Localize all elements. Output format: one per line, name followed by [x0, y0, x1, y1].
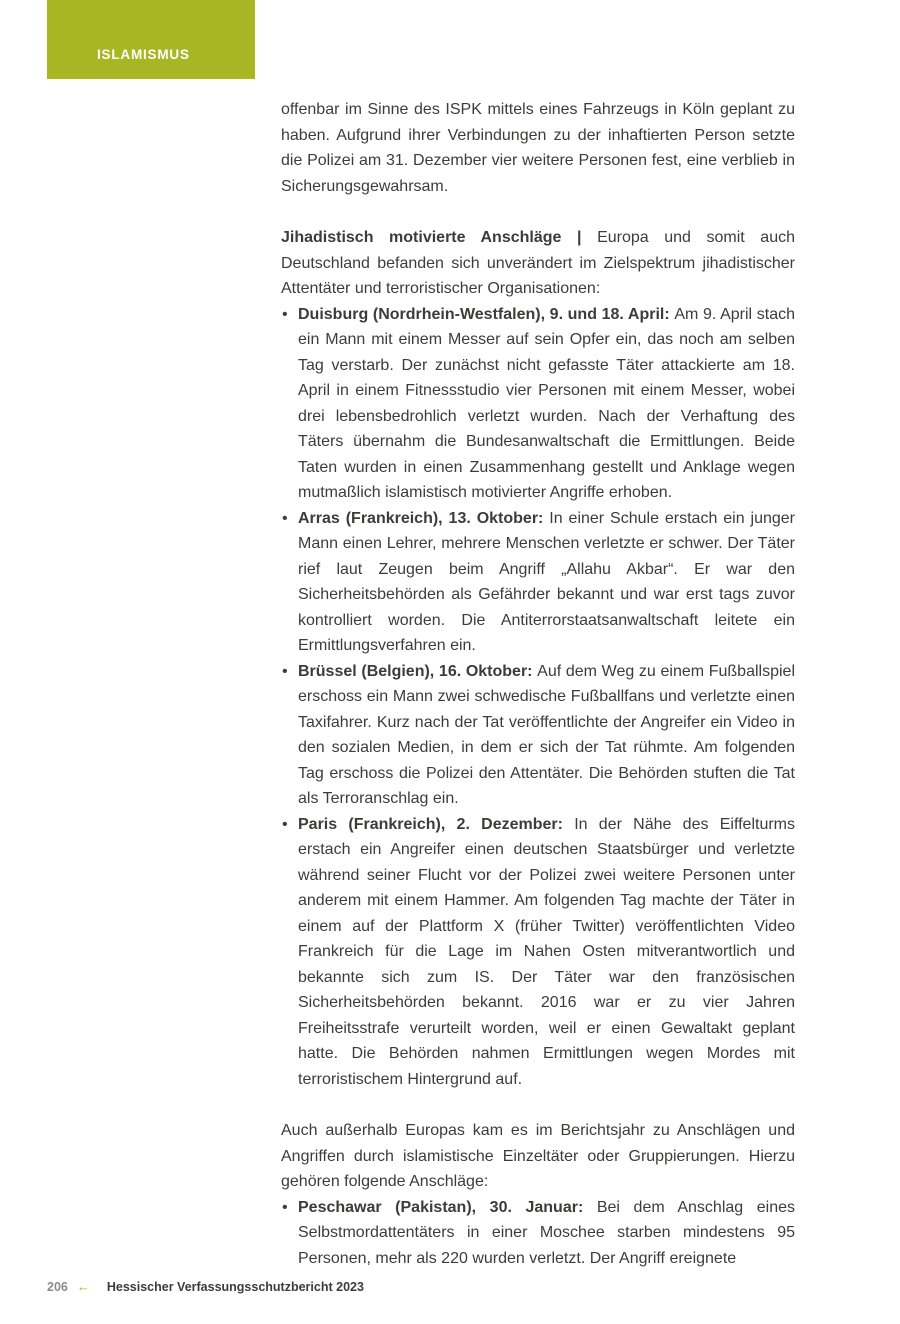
- bullet-item: • Duisburg (Nordrhein-Westfalen), 9. und 18. April: Am 9. April stach ein Mann mit einem Messer auf sein Opfer ein, das noch am selben Tag verstarb. Der zunächst nicht gefasste Täter attackierte am 18. April in einem Fitnessstudio vier Personen mit einem Messer, wobei drei lebensbedrohlich verletzt wurden. Nach der Verhaftung des Täters übernahm die Bundesanwaltschaft die Ermittlungen. Beide Taten wurden in einen Zusammenhang gestellt und Anklage wegen mutmaßlich islamistisch motivierter Angriffe erhoben.: [281, 302, 795, 506]
- report-title: Hessischer Verfassungsschutzbericht 2023: [106, 1280, 364, 1294]
- bullet-item-lead: Paris (Frankreich), 2. Dezember:: [298, 815, 575, 833]
- bullet-item-lead: Arras (Frankreich), 13. Oktober:: [298, 509, 550, 527]
- page-text-content: [281, 97, 795, 1271]
- paragraph: offenbar im Sinne des ISPK mittels eines Fahrzeugs in Köln geplant zu haben. Aufgrund ihrer Verbindungen zu der inhaftierten Person setzte die Polizei am 31. Dezember vier weitere Personen fest, eine verblieb in Sicherungsgewahrsam.: [281, 101, 795, 195]
- bullet-list: [281, 1195, 795, 1272]
- bullet-item: • Paris (Frankreich), 2. Dezember: In der Nähe des Eiffelturms erstach ein Angreifer einen deutschen Staatsbürger und verletzte während seiner Flucht vor der Polizei zwei weitere Personen unter anderem mit einem Hammer. Am folgenden Tag machte der Täter in einem auf der Plattform X (früher Twitter) veröffentlichten Video Frankreich für die Lage im Nahen Osten mitverantwortlich und bekannte sich zum IS. Der Täter war den französischen Sicherheitsbehörden bekannt. 2016 war er zu vier Jahren Freiheitsstrafe verurteilt worden, weil er einen Gewaltakt geplant hatte. Die Behörden nahmen Ermittlungen wegen Mordes mit terroristischem Hintergrund auf.: [281, 812, 795, 1093]
- bullet-item-lead: Brüssel (Belgien), 16. Oktober:: [298, 662, 538, 680]
- bullet-item: • Brüssel (Belgien), 16. Oktober: Auf dem Weg zu einem Fußballspiel erschoss ein Mann zwei schwedische Fußballfans und verletzte einen Taxifahrer. Kurz nach der Tat veröffentlichte der Angreifer ein Video in den sozialen Medien, in dem er sich der Tat rühmte. Am folgenden Tag erschoss die Polizei den Attentäter. Die Behörden stuften die Tat als Terroranschlag ein.: [281, 659, 795, 812]
- chapter-header-tab: [47, 0, 255, 79]
- page-number: 206: [47, 1280, 68, 1294]
- bullet-item-lead: Peschawar (Pakistan), 30. Januar:: [298, 1198, 597, 1216]
- page-footer: [47, 1279, 364, 1294]
- back-arrow-icon: ←: [76, 1279, 90, 1294]
- paragraph: Jihadistisch motivierte Anschläge | Europa und somit auch Deutschland befanden sich unverändert im Zielspektrum jihadistischer Attentäter und terroristischer Organisationen:: [281, 229, 796, 297]
- chapter-title: ISLAMISMUS: [97, 47, 190, 62]
- bullet-list: [281, 302, 795, 1093]
- bullet-item-lead: Duisburg (Nordrhein-Westfalen), 9. und 18. April:: [298, 305, 675, 323]
- bullet-item: • Peschawar (Pakistan), 30. Januar: Bei dem Anschlag eines Selbstmordattentäters in einer Moschee starben mindestens 95 Personen, mehr als 220 wurden verletzt. Der Angriff ereignete: [281, 1195, 795, 1272]
- paragraph: Auch außerhalb Europas kam es im Berichtsjahr zu Anschlägen und Angriffen durch islamistische Einzeltäter oder Gruppierungen. Hierzu gehören folgende Anschläge:: [281, 1122, 795, 1190]
- bullet-item: • Arras (Frankreich), 13. Oktober: In einer Schule erstach ein junger Mann einen Lehrer, mehrere Menschen verletzte er schwer. Der Täter rief laut Zeugen beim Angriff „Allahu Akbar“. Er war den Sicherheitsbehörden als Gefährder bekannt und war erst tags zuvor kontrolliert worden. Die Antiterrorstaatsanwaltschaft leitete ein Ermittlungsverfahren ein.: [281, 506, 795, 659]
- paragraph-lead: Jihadistisch motivierte Anschläge |: [281, 229, 598, 246]
